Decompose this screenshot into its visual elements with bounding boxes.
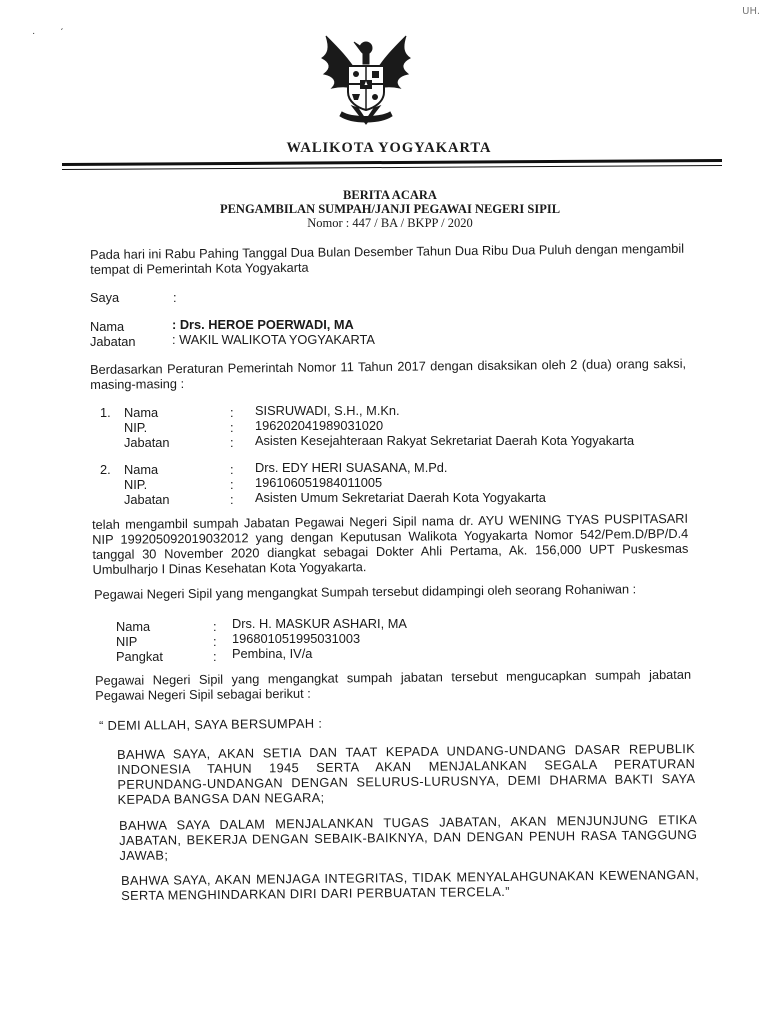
witness-colon: : xyxy=(230,420,234,435)
letterhead-title: WALIKOTA YOGYAKARTA xyxy=(286,140,492,156)
rohaniwan-colon: : xyxy=(213,619,217,634)
witness-nip-value: 196202041989031020 xyxy=(255,418,384,433)
doc-heading-title: BERITA ACARA xyxy=(343,188,437,202)
witness-position-label: Jabatan xyxy=(124,492,170,507)
corner-handwritten-note: UH. xyxy=(742,6,760,17)
rohaniwan-nip-value: 196801051995031003 xyxy=(232,631,361,646)
witness-name-label: Nama xyxy=(124,405,159,420)
saya-label: Saya xyxy=(90,290,120,305)
letterhead-rule-thin xyxy=(62,165,722,170)
legal-basis-paragraph: Berdasarkan Peraturan Pemerintah Nomor 11 Tahun 2017 dengan disaksikan oleh 2 (dua) orang saksi, masing-masing : xyxy=(90,355,687,392)
rohaniwan-colon: : xyxy=(213,649,217,664)
rohaniwan-nip-label: NIP xyxy=(116,634,138,649)
witness-position-value: Asisten Umum Sekretariat Daerah Kota Yogyakarta xyxy=(255,490,546,505)
doc-heading-subtitle: PENGAMBILAN SUMPAH/JANJI PEGAWAI NEGERI SIPIL xyxy=(219,202,561,216)
official-position-value: : WAKIL WALIKOTA YOGYAKARTA xyxy=(172,332,375,347)
witness-nip-value: 196106051984011005 xyxy=(255,475,383,490)
rohaniwan-name-value: Drs. H. MASKUR ASHARI, MA xyxy=(232,616,407,631)
witness-colon: : xyxy=(230,462,234,477)
doc-number: Nomor : 447 / BA / BKPP / 2020 xyxy=(307,216,473,230)
witness-name-value: SISRUWADI, S.H., M.Kn. xyxy=(255,403,400,418)
witness-position-label: Jabatan xyxy=(124,435,170,450)
witness-colon: : xyxy=(230,492,234,507)
oath-intro-paragraph: Pegawai Negeri Sipil yang mengangkat sumpah jabatan tersebut mengucapkan sumpah jabatan Pegawai Negeri Sipil sebagai berikut : xyxy=(95,666,692,703)
appointment-paragraph: telah mengambil sumpah Jabatan Pegawai Negeri Sipil nama dr. AYU WENING TYAS PUSPITASARI NIP 199205092019032012 yang dengan Keputusan Walikota Yogyakarta Nomor 542/Pem.D/BP/D.4 tanggal 30 November 2020 diangkat sebagai Dokter Ahli Pertama, Ak. 156,000 UPT Puskesmas Umbulharjo I Dinas Kesehatan Kota Yogyakarta. xyxy=(92,510,689,577)
rohaniwan-colon: : xyxy=(213,634,217,649)
witness-nip-label: NIP. xyxy=(124,420,148,435)
saya-colon: : xyxy=(173,290,177,305)
witness-colon: : xyxy=(230,435,234,450)
witness-number: 1. xyxy=(100,405,111,420)
witness-nip-label: NIP. xyxy=(124,477,148,492)
oath-paragraph-2: BAHWA SAYA DALAM MENJALANKAN TUGAS JABATAN, AKAN MENJUNJUNG ETIKA JABATAN, BEKERJA DENGAN SEBAIK-BAIKNYA, DAN DENGAN PENUH RASA TANGGUNG JAWAB; xyxy=(119,811,698,863)
rohaniwan-name-label: Nama xyxy=(116,619,151,634)
witness-name-label: Nama xyxy=(124,462,159,477)
official-name-value: : Drs. HEROE POERWADI, MA xyxy=(172,317,354,332)
intro-paragraph: Pada hari ini Rabu Pahing Tanggal Dua Bulan Desember Tahun Dua Ribu Dua Puluh dengan mengambil tempat di Pemerintah Kota Yogyakarta xyxy=(90,240,685,277)
witness-name-value: Drs. EDY HERI SUASANA, M.Pd. xyxy=(255,460,448,475)
witness-number: 2. xyxy=(100,462,111,477)
witness-position-value: Asisten Kesejahteraan Rakyat Sekretariat Daerah Kota Yogyakarta xyxy=(255,433,635,448)
scan-speck: ˏ xyxy=(60,20,64,31)
official-name-label: Nama xyxy=(90,319,125,334)
oath-paragraph-1: BAHWA SAYA, AKAN SETIA DAN TAAT KEPADA UNDANG-UNDANG DASAR REPUBLIK INDONESIA TAHUN 1945 SERTA AKAN MENJALANKAN SEGALA PERATURAN PERUNDANG-UNDANGAN DENGAN SELURUS-LURUSNYA, DEMI DHARMA BAKTI SAYA KEPADA BANGSA DAN NEGARA; xyxy=(117,740,696,807)
rohaniwan-intro: Pegawai Negeri Sipil yang mengangkat Sumpah tersebut didampingi oleh seorang Rohaniwan : xyxy=(94,581,637,602)
official-position-label: Jabatan xyxy=(90,334,136,349)
rohaniwan-rank-value: Pembina, IV/a xyxy=(232,646,313,661)
witness-colon: : xyxy=(230,477,234,492)
rohaniwan-rank-label: Pangkat xyxy=(116,649,163,664)
scan-speck: · xyxy=(32,28,36,39)
witness-colon: : xyxy=(230,405,234,420)
oath-opening: “ DEMI ALLAH, SAYA BERSUMPAH : xyxy=(99,715,323,733)
oath-paragraph-3: BAHWA SAYA, AKAN MENJAGA INTEGRITAS, TIDAK MENYALAHGUNAKAN KEWENANGAN, SERTA MENGHINDARKAN DIRI DARI PERBUATAN TERCELA.” xyxy=(121,866,700,903)
garuda-emblem-icon xyxy=(308,28,424,132)
